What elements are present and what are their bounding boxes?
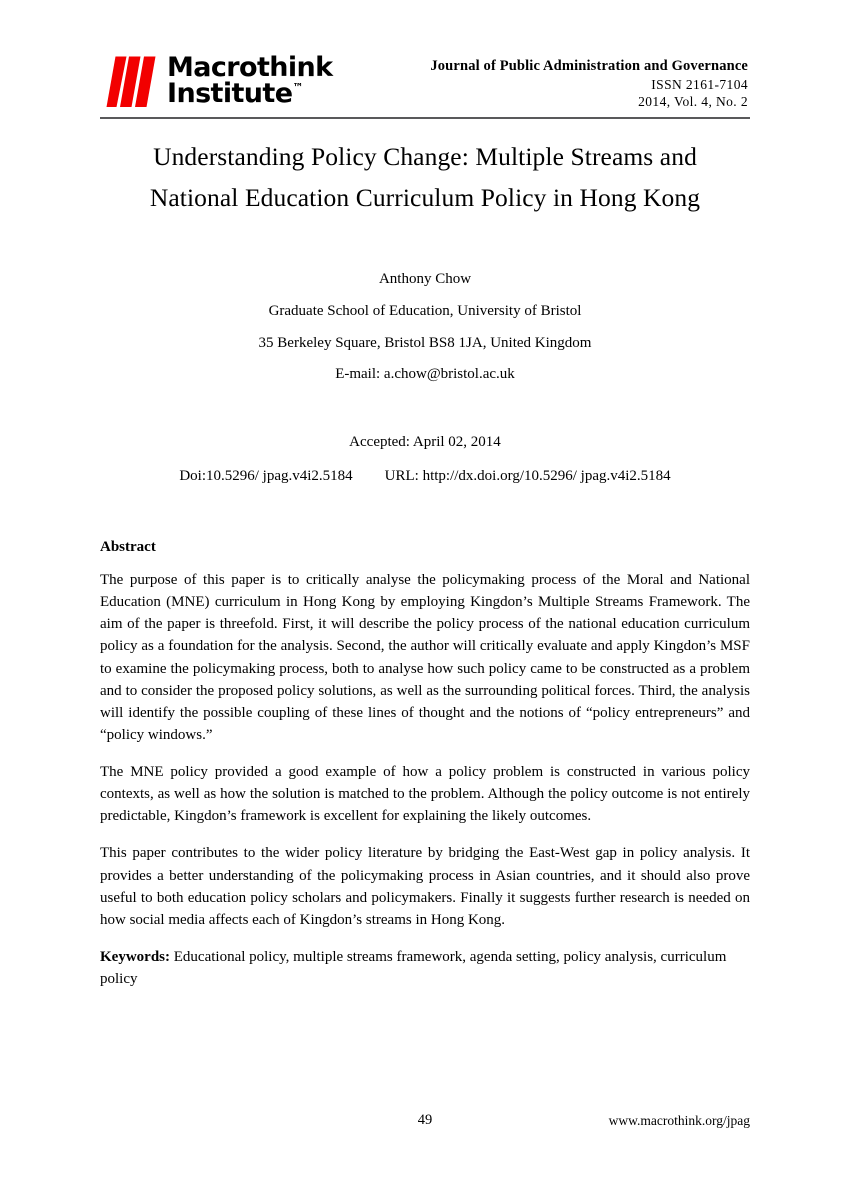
header-divider (100, 117, 750, 119)
journal-issn: ISSN 2161-7104 (651, 76, 748, 92)
abstract-paragraph-1: The purpose of this paper is to critically analyse the policymaking process of the Moral and National Education (MNE) curriculum in Hong Kong by employing Kingdon’s Multiple Streams Framework. The aim of the paper is threefold. First, it will describe the policy process of the national education curriculum policy as a foundation for the analysis. Second, the author will critically evaluate and apply Kingdon’s MSF to examine the policymaking process, both to analyse how such policy came to be constructed as a problem and to consider the proposed policy solutions, as well as the surrounding political forces. Third, the analysis will identify the possible coupling of these lines of thought and the notions of “policy entrepreneurs” and “policy windows.” (100, 572, 750, 743)
doi-text: Doi:10.5296/ jpag.v4i2.5184 (179, 468, 353, 484)
journal-metadata (430, 57, 748, 111)
accepted-date: Accepted: April 02, 2014 (349, 434, 501, 450)
page-footer (100, 1112, 750, 1132)
author-name: Anthony Chow (378, 271, 472, 287)
keywords-value: Educational policy, multiple streams framework, agenda setting, policy analysis, curriculum policy (100, 948, 727, 987)
page-header (100, 52, 750, 117)
abstract-paragraph-2: The MNE policy provided a good example of how a policy problem is constructed in various policy contexts, as well as how the solution is matched to the problem. Although the policy outcome is not entirely predictable, Kingdon’s framework is excellent for explaining the likely outcomes. (100, 764, 750, 825)
abstract-paragraph-3: This paper contributes to the wider policy literature by bridging the East-West gap in policy analysis. It provides a better understanding of the policymaking process in Asian countries, and it should also prove useful to both education policy scholars and policymakers. Finally it suggests further research is needed on how social media affects each of Kingdon’s streams in Hong Kong. (100, 845, 750, 928)
macrothink-m-logo-icon (106, 55, 162, 107)
doi-url-row (100, 468, 750, 485)
abstract-section (100, 538, 750, 990)
page-number: 49 (417, 1112, 433, 1128)
logo-institute-text: Institute (167, 78, 293, 110)
footer-website-url[interactable]: www.macrothink.org/jpag (608, 1113, 750, 1128)
title-line-2: National Education Curriculum Policy in Hong Kong (149, 183, 701, 213)
title-line-1: Understanding Policy Change: Multiple Streams and (153, 142, 697, 171)
logo-wordmark (167, 52, 333, 110)
abstract-heading: Abstract (100, 539, 156, 555)
keywords-line (100, 946, 750, 990)
author-affiliation: Graduate School of Education, University of Bristol (268, 302, 582, 319)
logo-line-institute (167, 78, 333, 110)
author-block (100, 264, 750, 391)
trademark-symbol: ™ (292, 81, 304, 95)
author-address: 35 Berkeley Square, Bristol BS8 1JA, United Kingdom (258, 334, 592, 351)
article-url[interactable]: URL: http://dx.doi.org/10.5296/ jpag.v4i2.5184 (384, 468, 671, 484)
page-title (100, 136, 750, 219)
macrothink-logo (106, 52, 333, 110)
logo-line-macrothink: Macrothink (167, 52, 333, 83)
journal-title: Journal of Public Administration and Governance (430, 58, 748, 74)
journal-volume-issue: 2014, Vol. 4, No. 2 (638, 94, 748, 110)
keywords-label: Keywords: (100, 948, 170, 965)
author-email: E-mail: a.chow@bristol.ac.uk (335, 366, 515, 383)
